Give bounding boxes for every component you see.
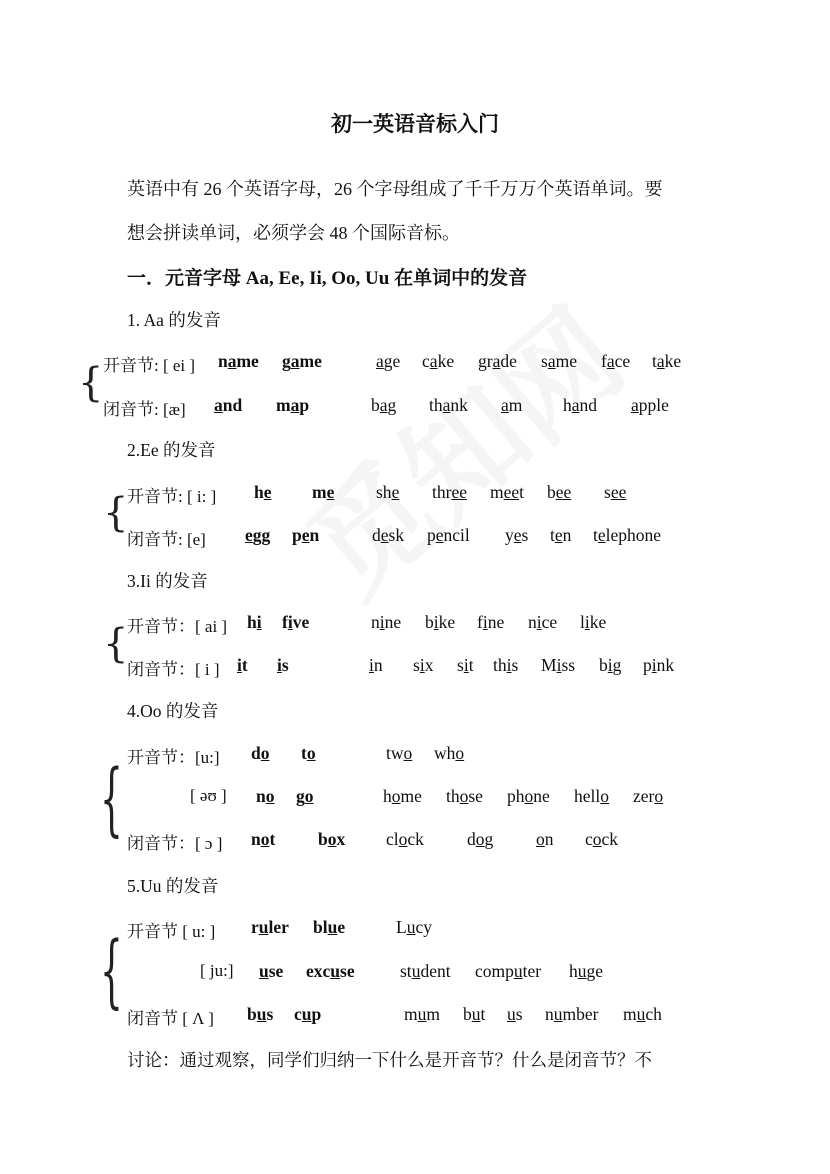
underlined-vowel: i xyxy=(607,655,613,675)
example-word-u-mid-words-1: computer xyxy=(475,961,542,981)
example-word-o-closed-words-1: dog xyxy=(467,829,494,849)
example-word-o-open-words-1: who xyxy=(434,743,465,763)
underlined-vowel: e xyxy=(263,482,272,502)
open-label-o: 开音节：[u:] xyxy=(127,748,220,767)
example-word-u-mid-words-2: huge xyxy=(569,961,604,981)
heading-i: 3.Ii 的发音 xyxy=(127,571,208,591)
example-word-i-closed-words-2: sit xyxy=(457,655,474,675)
heading-u: 5.Uu 的发音 xyxy=(127,876,219,896)
underlined-vowel: i xyxy=(287,612,293,632)
underlined-vowel: i xyxy=(651,655,657,675)
underlined-vowel: a xyxy=(290,351,300,371)
underlined-vowel: a xyxy=(501,395,509,415)
example-word-o-mid-words-4: zero xyxy=(633,786,664,806)
example-word-i-open-words-0: nine xyxy=(371,612,402,632)
example-word-i-open-words-3: nice xyxy=(528,612,558,632)
underlined-vowel: e xyxy=(597,525,606,545)
underlined-vowel: o xyxy=(654,786,664,806)
underlined-vowel: a xyxy=(492,351,501,371)
example-word-bold-o-open-bold-0: do xyxy=(251,743,270,763)
heading-e: 2.Ee 的发音 xyxy=(127,440,216,460)
example-word-o-mid-words-2: phone xyxy=(507,786,550,806)
open-label-i: 开音节：[ ai ] xyxy=(127,617,228,636)
example-word-bold-a-open-bold-0: name xyxy=(218,351,259,371)
example-word-u-closed-words-1: but xyxy=(463,1004,486,1024)
underlined-vowel: i xyxy=(556,655,562,675)
underlined-vowel: u xyxy=(301,1004,312,1024)
example-word-e-closed-words-4: telephone xyxy=(593,525,662,545)
example-word-o-mid-words-3: hello xyxy=(574,786,609,806)
example-word-bold-o-mid-bold-0: no xyxy=(256,786,275,806)
example-word-bold-o-closed-bold-1: box xyxy=(318,829,346,849)
underlined-vowel: o xyxy=(306,743,316,763)
example-word-u-open-words-0: Lucy xyxy=(396,917,432,937)
underlined-vowel: a xyxy=(631,395,639,415)
example-word-u-closed-words-2: us xyxy=(507,1004,523,1024)
underlined-vowel: o xyxy=(524,786,534,806)
underlined-vowel: ee xyxy=(503,482,520,502)
underlined-vowel: u xyxy=(256,1004,267,1024)
underlined-vowel: o xyxy=(260,829,270,849)
example-word-a-open-words-1: cake xyxy=(422,351,455,371)
example-word-a-open-words-5: take xyxy=(652,351,682,371)
example-word-i-closed-words-1: six xyxy=(413,655,434,675)
example-word-i-closed-words-6: pink xyxy=(643,655,675,675)
underlined-vowel: e xyxy=(513,525,522,545)
heading-a: 1. Aa 的发音 xyxy=(127,310,221,330)
brace-i: { xyxy=(103,621,129,667)
example-word-e-closed-words-3: ten xyxy=(550,525,572,545)
underlined-vowel: ee xyxy=(451,482,467,502)
underlined-vowel: a xyxy=(376,351,384,371)
underlined-vowel: e xyxy=(554,525,563,545)
underlined-vowel: o xyxy=(459,786,469,806)
example-word-o-closed-words-2: on xyxy=(536,829,554,849)
underlined-vowel: o xyxy=(391,786,401,806)
closed-label-o: 闭音节：[ ɔ ] xyxy=(127,834,223,853)
example-word-bold-e-open-bold-1: me xyxy=(312,482,335,502)
example-word-bold-e-closed-bold-0: egg xyxy=(245,525,271,545)
example-word-a-closed-words-0: bag xyxy=(371,395,397,415)
example-word-a-open-words-2: grade xyxy=(478,351,517,371)
example-word-u-closed-words-0: mum xyxy=(404,1004,440,1024)
underlined-vowel: e xyxy=(435,525,444,545)
brace-o: { xyxy=(100,752,123,845)
underlined-vowel: e xyxy=(380,525,389,545)
underlined-vowel: u xyxy=(417,1004,427,1024)
underlined-vowel: o xyxy=(327,829,337,849)
underlined-vowel: a xyxy=(656,351,665,371)
example-word-a-open-words-3: same xyxy=(541,351,577,371)
underlined-vowel: i xyxy=(277,655,282,675)
underlined-vowel: ee xyxy=(610,482,627,502)
underlined-vowel: o xyxy=(592,829,602,849)
underlined-vowel: u xyxy=(258,917,269,937)
closed-label-u: 闭音节 [ Λ ] xyxy=(127,1009,214,1028)
underlined-vowel: a xyxy=(227,351,237,371)
example-word-i-open-words-1: bike xyxy=(425,612,456,632)
closed-label-e: 闭音节: [e] xyxy=(127,530,206,549)
mid-label-o: [ əʊ ] xyxy=(190,786,227,805)
example-word-bold-u-mid-bold-1: excuse xyxy=(306,961,355,981)
underlined-vowel: o xyxy=(455,743,465,763)
mid-label-u: [ ju:] xyxy=(200,961,234,980)
example-word-i-open-words-2: fine xyxy=(477,612,505,632)
underlined-vowel: i xyxy=(256,612,262,632)
example-word-bold-a-closed-bold-1: map xyxy=(276,395,310,415)
intro-line-2: 想会拼读单词，必须学会 48 个国际音标。 xyxy=(127,223,460,243)
underlined-vowel: i xyxy=(419,655,425,675)
example-word-a-closed-words-1: thank xyxy=(429,395,468,415)
example-word-e-open-words-2: meet xyxy=(490,482,525,502)
example-word-bold-o-closed-bold-0: not xyxy=(251,829,276,849)
example-word-bold-e-closed-bold-1: pen xyxy=(292,525,320,545)
underlined-vowel: e xyxy=(245,525,253,545)
underlined-vowel: o xyxy=(403,743,413,763)
underlined-vowel: u xyxy=(471,1004,481,1024)
example-word-o-closed-words-0: clock xyxy=(386,829,424,849)
example-word-a-closed-words-4: apple xyxy=(631,395,669,415)
underlined-vowel: o xyxy=(475,829,485,849)
underlined-vowel: a xyxy=(606,351,615,371)
underlined-vowel: i xyxy=(506,655,512,675)
intro-line-1: 英语中有 26 个英语字母，26 个字母组成了千千万万个英语单词。要 xyxy=(127,179,663,199)
example-word-e-closed-words-0: desk xyxy=(372,525,405,545)
brace-e: { xyxy=(103,490,129,536)
underlined-vowel: i xyxy=(482,612,488,632)
example-word-u-closed-words-4: much xyxy=(623,1004,662,1024)
brace-u: { xyxy=(100,924,123,1017)
underlined-vowel: u xyxy=(259,961,269,981)
example-word-u-mid-words-0: student xyxy=(400,961,451,981)
underlined-vowel: u xyxy=(330,961,341,981)
closed-label-a: 闭音节: [æ] xyxy=(103,400,186,419)
underlined-vowel: a xyxy=(571,395,580,415)
open-label-e: 开音节: [ i: ] xyxy=(127,487,217,506)
brace-a: { xyxy=(78,360,104,406)
example-word-e-closed-words-1: pencil xyxy=(427,525,470,545)
underlined-vowel: o xyxy=(600,786,609,806)
underlined-vowel: i xyxy=(369,655,374,675)
example-word-u-closed-words-3: number xyxy=(545,1004,599,1024)
closed-label-i: 闭音节：[ i ] xyxy=(127,660,220,679)
underlined-vowel: o xyxy=(398,829,408,849)
example-word-e-open-words-1: three xyxy=(432,482,467,502)
example-word-i-closed-words-3: this xyxy=(493,655,519,675)
underlined-vowel: u xyxy=(507,1004,516,1024)
example-word-o-mid-words-1: those xyxy=(446,786,483,806)
underlined-vowel: a xyxy=(214,395,223,415)
example-word-bold-o-mid-bold-1: go xyxy=(296,786,314,806)
underlined-vowel: a xyxy=(442,395,451,415)
example-word-bold-u-open-bold-0: ruler xyxy=(251,917,289,937)
example-word-a-closed-words-3: hand xyxy=(563,395,598,415)
underlined-vowel: u xyxy=(411,961,421,981)
underlined-vowel: a xyxy=(547,351,556,371)
example-word-bold-e-open-bold-0: he xyxy=(254,482,272,502)
underlined-vowel: i xyxy=(584,612,590,632)
example-word-i-closed-words-4: Miss xyxy=(541,655,576,675)
discussion-text: 讨论：通过观察，同学们归纳一下什么是开音节？什么是闭音节？不 xyxy=(127,1050,652,1070)
underlined-vowel: i xyxy=(536,612,542,632)
underlined-vowel: ee xyxy=(555,482,572,502)
example-word-bold-i-closed-bold-0: it xyxy=(237,655,248,675)
example-word-bold-u-closed-bold-1: cup xyxy=(294,1004,322,1024)
example-word-bold-i-open-bold-1: five xyxy=(282,612,310,632)
example-word-bold-a-closed-bold-0: and xyxy=(214,395,243,415)
underlined-vowel: e xyxy=(301,525,310,545)
underlined-vowel: e xyxy=(326,482,335,502)
underlined-vowel: i xyxy=(379,612,385,632)
underlined-vowel: o xyxy=(536,829,545,849)
example-word-bold-u-closed-bold-0: bus xyxy=(247,1004,274,1024)
underlined-vowel: a xyxy=(429,351,438,371)
watermark xyxy=(267,264,653,627)
example-word-bold-o-open-bold-1: to xyxy=(301,743,316,763)
underlined-vowel: u xyxy=(577,961,587,981)
example-word-e-open-words-4: see xyxy=(604,482,627,502)
example-word-a-closed-words-2: am xyxy=(501,395,523,415)
example-word-o-mid-words-0: home xyxy=(383,786,422,806)
heading-o: 4.Oo 的发音 xyxy=(127,701,219,721)
example-word-e-open-words-3: bee xyxy=(547,482,572,502)
example-word-e-closed-words-2: yes xyxy=(505,525,529,545)
example-word-bold-i-open-bold-0: hi xyxy=(247,612,262,632)
example-word-a-open-words-4: face xyxy=(601,351,631,371)
example-word-a-open-words-0: age xyxy=(376,351,401,371)
underlined-vowel: u xyxy=(327,917,338,937)
underlined-vowel: u xyxy=(636,1004,646,1024)
underlined-vowel: u xyxy=(553,1004,563,1024)
section-heading: 一．元音字母 Aa, Ee, Ii, Oo, Uu 在单词中的发音 xyxy=(127,268,528,289)
underlined-vowel: i xyxy=(463,655,469,675)
example-word-i-closed-words-5: big xyxy=(599,655,622,675)
underlined-vowel: a xyxy=(290,395,300,415)
underlined-vowel: o xyxy=(260,743,270,763)
page-title: 初一英语音标入门 xyxy=(331,112,499,136)
example-word-o-open-words-0: two xyxy=(386,743,413,763)
underlined-vowel: e xyxy=(391,482,400,502)
underlined-vowel: u xyxy=(406,917,416,937)
example-word-bold-a-open-bold-1: game xyxy=(282,351,322,371)
open-label-a: 开音节: [ ei ] xyxy=(103,356,196,375)
underlined-vowel: o xyxy=(304,786,314,806)
underlined-vowel: o xyxy=(265,786,275,806)
underlined-vowel: a xyxy=(379,395,388,415)
example-word-bold-i-closed-bold-1: is xyxy=(277,655,289,675)
example-word-o-closed-words-3: cock xyxy=(585,829,619,849)
underlined-vowel: i xyxy=(433,612,439,632)
example-word-e-open-words-0: she xyxy=(376,482,400,502)
example-word-i-open-words-4: like xyxy=(580,612,607,632)
underlined-vowel: u xyxy=(513,961,523,981)
underlined-vowel: i xyxy=(237,655,242,675)
example-word-bold-u-open-bold-1: blue xyxy=(313,917,346,937)
example-word-bold-u-mid-bold-0: use xyxy=(259,961,284,981)
open-label-u: 开音节 [ u: ] xyxy=(127,922,216,941)
example-word-i-closed-words-0: in xyxy=(369,655,383,675)
